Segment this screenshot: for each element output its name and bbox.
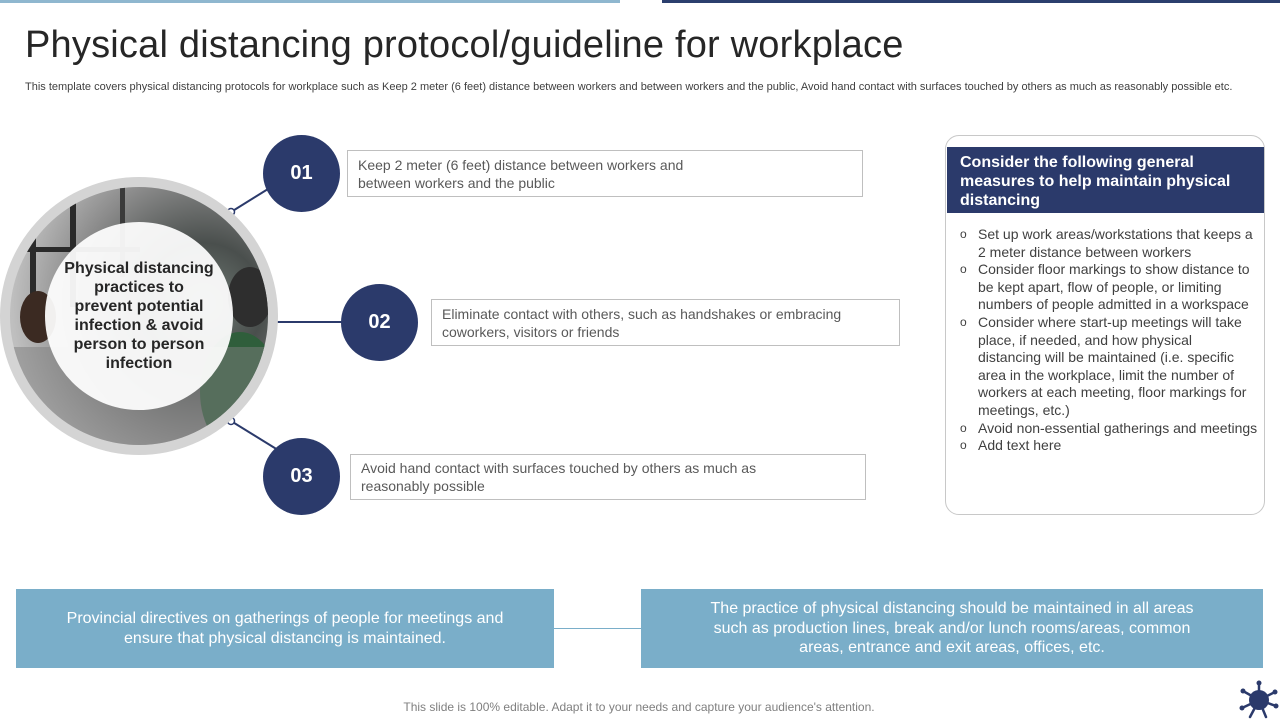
bullet-icon: o — [960, 227, 967, 241]
step-text-02: Eliminate contact with others, such as handshakes or embracing coworkers, visitors or friends — [442, 305, 842, 340]
measures-list-item: o Add text here — [960, 437, 1062, 454]
page-title: Physical distancing protocol/guideline for workplace — [25, 24, 904, 66]
virus-icon — [1238, 680, 1280, 720]
measures-list — [958, 226, 1258, 455]
center-text: Physical distancing practices to prevent potential infection & avoid person to person infection — [64, 260, 214, 372]
step-badge-03: 03 — [263, 438, 340, 515]
bottom-right-box — [641, 589, 1263, 668]
page-subtitle: This template covers physical distancing protocols for workplace such as Keep 2 meter (6 feet) distance between workers and between workers and the public, Avoid hand contact with surfaces touched by others as much as reasonably possible etc. — [25, 81, 1233, 93]
step-text-box-03 — [350, 454, 866, 500]
bullet-icon: o — [960, 438, 967, 453]
footer-note: This slide is 100% editable. Adapt it to your needs and capture your audience's attention. — [403, 700, 875, 714]
bullet-icon: o — [960, 420, 967, 435]
step-text-03: Avoid hand contact with surfaces touched by others as much as reasonably possible — [361, 460, 757, 494]
center-label — [45, 222, 233, 410]
measures-list-item: o Consider where start-up meetings will take place, if needed, and how physical distancing will be maintained (i.e. specific area in the workplace, limit the number of workers at each meeting, floor markings for meetings, etc.) — [960, 313, 1247, 418]
bullet-icon: o — [960, 314, 967, 329]
bullet-icon: o — [960, 262, 967, 277]
measures-list-item: o Consider floor markings to show distance to be kept apart, flow of people, or limiting numbers of people admitted in a workspace — [960, 261, 1250, 313]
bottom-connector-line — [554, 628, 641, 629]
step-text-01: Keep 2 meter (6 feet) distance between workers and between workers and the public — [358, 156, 684, 191]
bottom-left-box — [16, 589, 554, 668]
bottom-right-text: The practice of physical distancing should be maintained in all areas such as production lines, break and/or lunch rooms/areas, common areas, entrance and exit areas, offices, etc. — [710, 600, 1194, 657]
step-text-box-02 — [431, 299, 900, 346]
step-badge-01: 01 — [263, 135, 340, 212]
measures-list-item: o Set up work areas/workstations that keeps a 2 meter distance between workers — [960, 226, 1253, 260]
measures-panel-heading: Consider the following general measures to help maintain physical distancing — [947, 147, 1264, 213]
step-badge-02: 02 — [341, 284, 418, 361]
measures-list-item: o Avoid non-essential gatherings and meetings — [960, 419, 1258, 436]
bottom-left-text: Provincial directives on gatherings of people for meetings and ensure that physical distancing is maintained. — [66, 610, 504, 647]
step-text-box-01 — [347, 150, 863, 197]
